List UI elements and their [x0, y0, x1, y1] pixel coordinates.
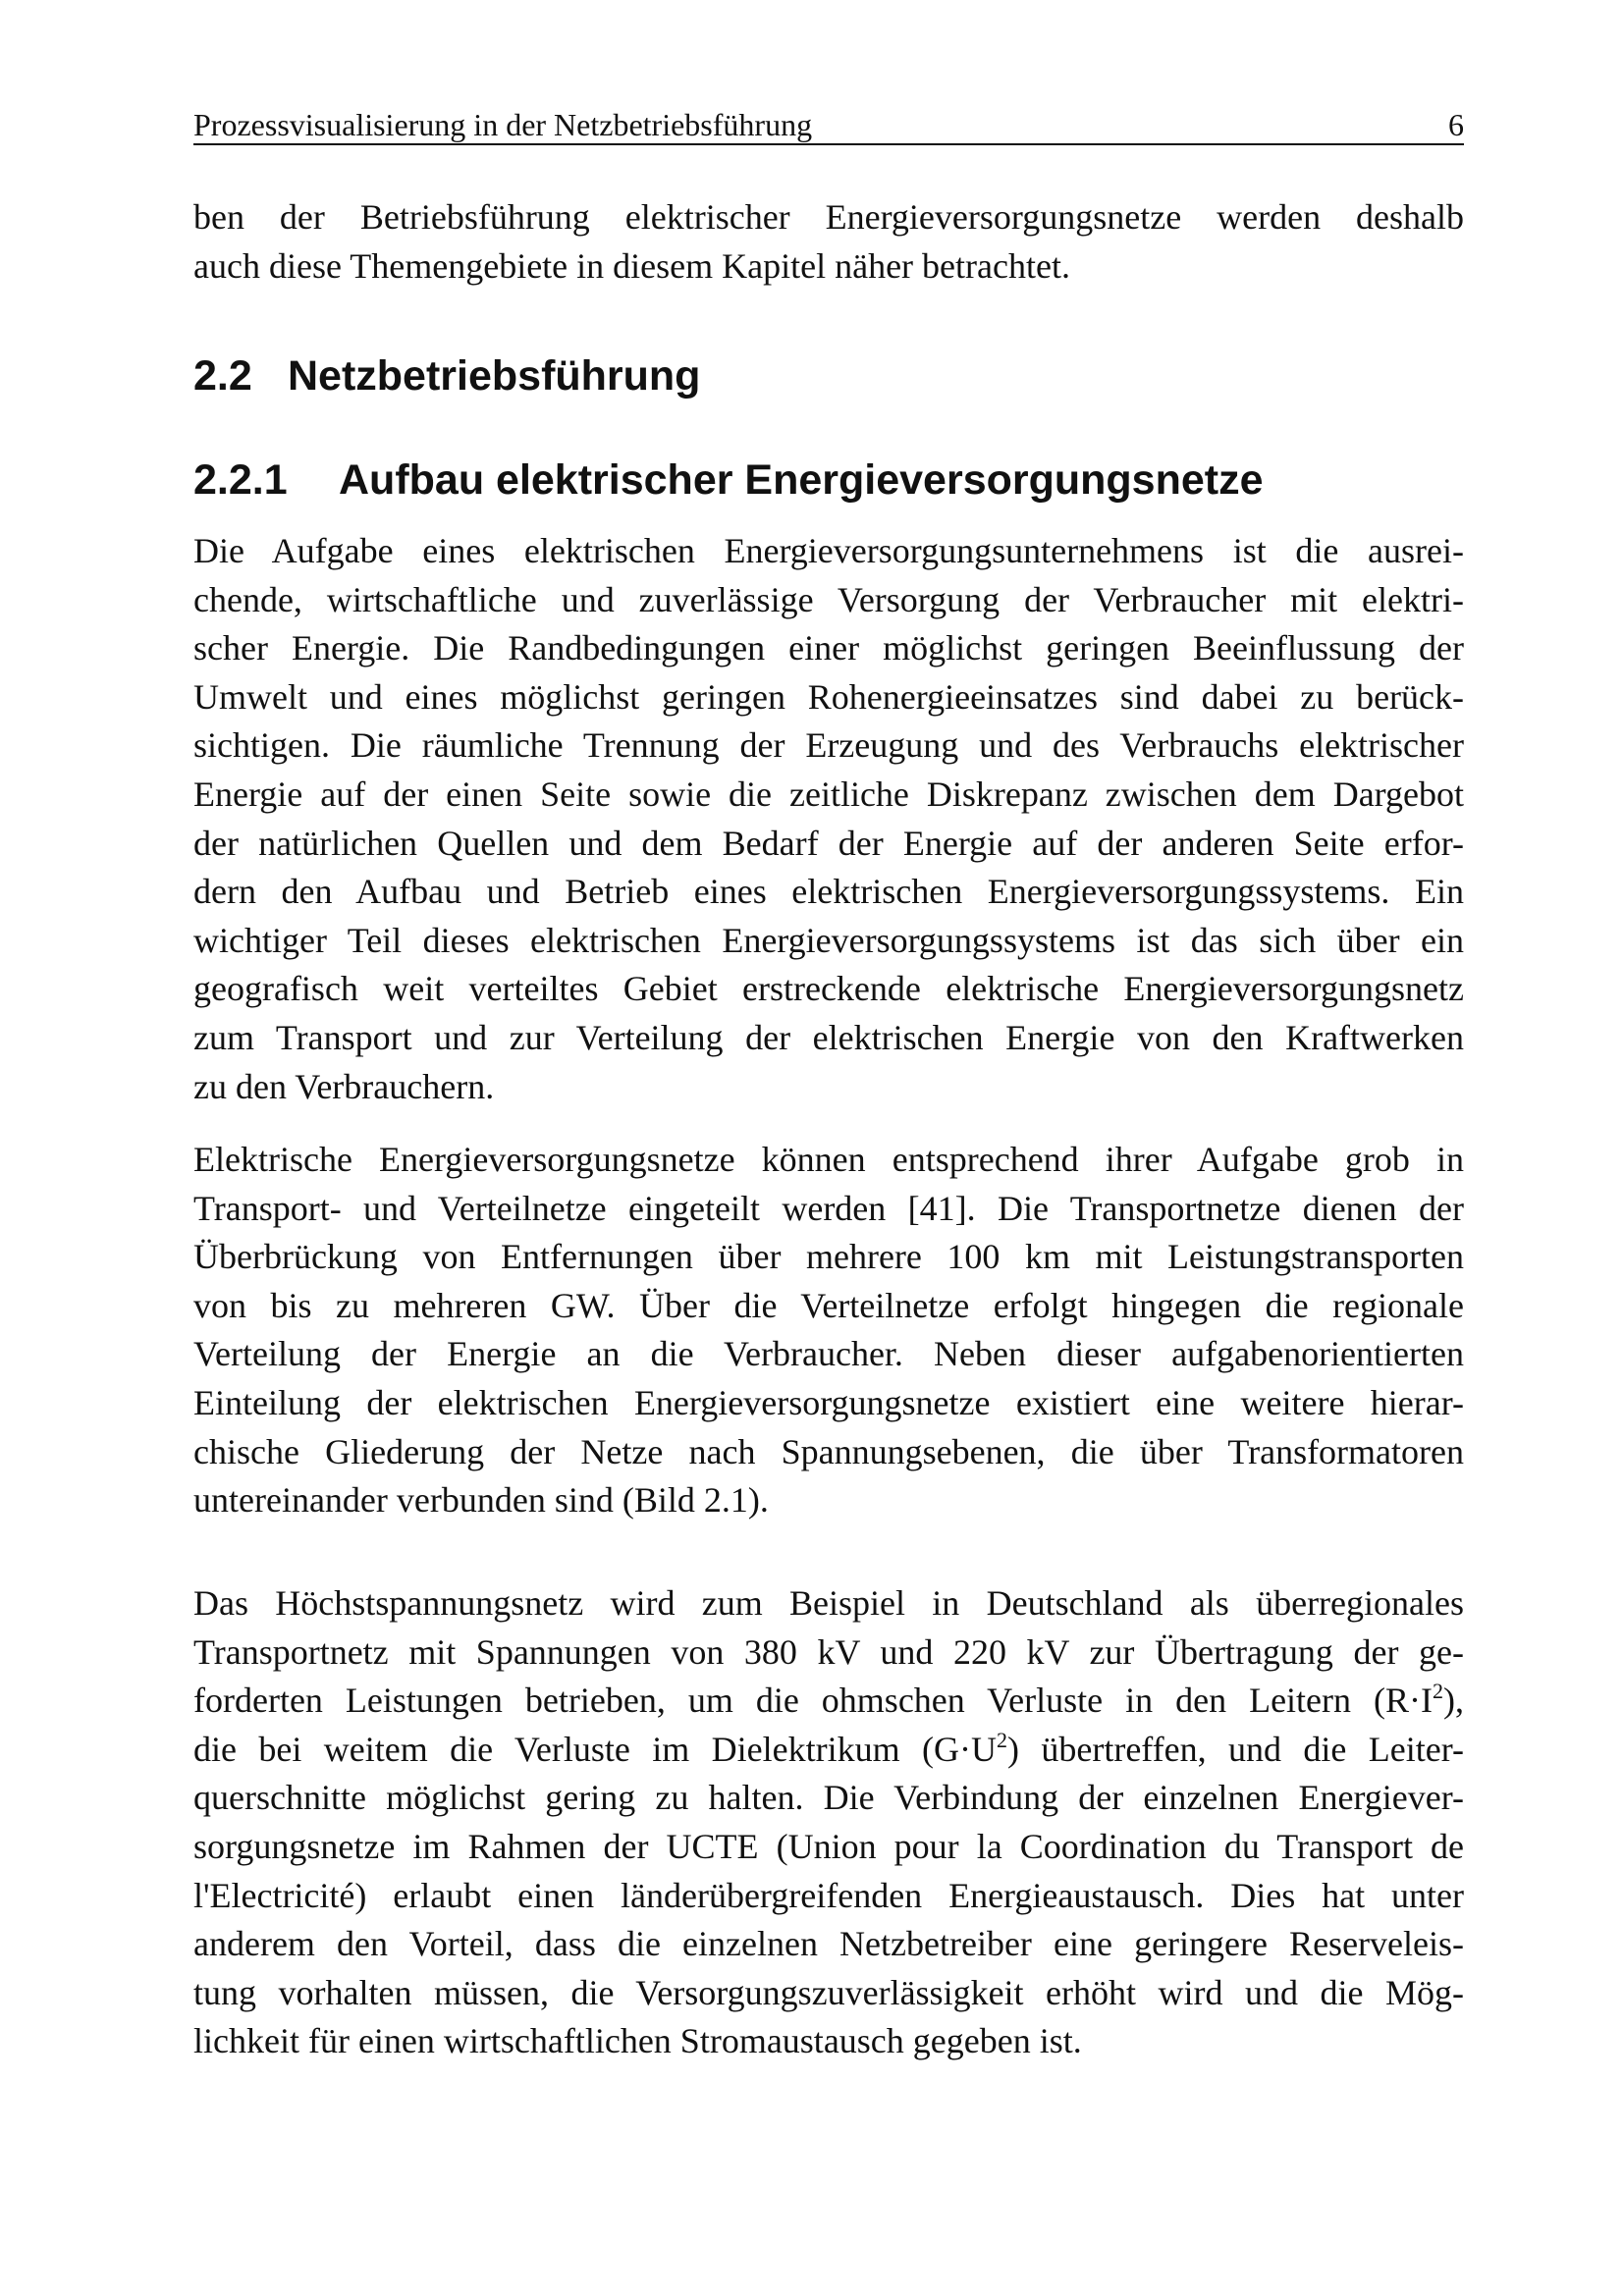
formula-text: ) übertreffen, und die Leiter- — [1006, 1729, 1464, 1769]
formula-text: forderten Leistungen betrieben, um die ohmschen Verluste in den Leitern (R·I — [193, 1681, 1433, 1721]
text-line: querschnitte möglichst gering zu halten. Die Verbindung der einzelnen Energiever- — [193, 1778, 1464, 1818]
text-line: Transportnetz mit Spannungen von 380 kV und 220 kV zur Übertragung der ge- — [193, 1631, 1464, 1672]
text-line: der natürlichen Quellen und dem Bedarf der Energie auf der anderen Seite erfor- — [193, 823, 1464, 863]
body-paragraph-1 — [193, 527, 1464, 1111]
subsection-heading — [193, 454, 1264, 507]
text-line: dern den Aufbau und Betrieb eines elektrischen Energieversorgungssystems. Ein — [193, 872, 1464, 912]
text-line: chende, wirtschaftliche und zuverlässige Versorgung der Verbraucher mit elektri- — [193, 579, 1464, 619]
text-line: zum Transport und zur Verteilung der elektrischen Energie von den Kraftwerken — [193, 1017, 1464, 1057]
text-line: untereinander verbunden sind (Bild 2.1). — [193, 1480, 769, 1521]
text-line: lichkeit für einen wirtschaftlichen Stromaustausch gegeben ist. — [193, 2021, 1082, 2061]
intro-paragraph — [193, 193, 1464, 291]
text-line: Einteilung der elektrischen Energieversorgungsnetze existiert eine weitere hierar- — [193, 1382, 1464, 1422]
superscript: 2 — [1433, 1679, 1443, 1704]
text-line: Überbrückung von Entfernungen über mehrere 100 km mit Leistungstransporten — [193, 1237, 1464, 1277]
text-line: auch diese Themengebiete in diesem Kapitel näher betrachtet. — [193, 245, 1070, 286]
section-title: Netzbetriebsführung — [288, 352, 701, 400]
body-paragraph-2 — [193, 1136, 1464, 1525]
text-line: l'Electricité) erlaubt einen länderübergreifenden Energieaustausch. Dies hat unter — [193, 1875, 1464, 1915]
section-heading — [193, 349, 700, 402]
text-line: chische Gliederung der Netze nach Spannungsebenen, die über Transformatoren — [193, 1431, 1464, 1471]
subsection-number: 2.2.1 — [193, 456, 288, 504]
section-number: 2.2 — [193, 352, 252, 400]
text-line: sichtigen. Die räumliche Trennung der Erzeugung und des Verbrauchs elektrischer — [193, 725, 1464, 766]
text-line-with-formula — [193, 1677, 1464, 1726]
text-line: Das Höchstspannungsnetz wird zum Beispiel in Deutschland als überregionales — [193, 1583, 1464, 1623]
superscript: 2 — [996, 1727, 1007, 1752]
text-line: tung vorhalten müssen, die Versorgungszuverlässigkeit erhöht wird und die Mög- — [193, 1972, 1464, 2012]
text-line: anderem den Vorteil, dass die einzelnen Netzbetreiber eine geringere Reserveleis- — [193, 1924, 1464, 1964]
text-line: Elektrische Energieversorgungsnetze können entsprechend ihrer Aufgabe grob in — [193, 1140, 1464, 1179]
text-line: Energie auf der einen Seite sowie die zeitliche Diskrepanz zwischen dem Dargebot — [193, 774, 1464, 814]
text-line: ben der Betriebsführung elektrischer Energieversorgungsnetze werden deshalb — [193, 197, 1464, 237]
text-line-with-formula — [193, 1726, 1464, 1775]
body-paragraph-3 — [193, 1579, 1464, 2066]
text-line: Die Aufgabe eines elektrischen Energieversorgungsunternehmens ist die ausrei- — [193, 531, 1464, 570]
formula-text: ), — [1443, 1681, 1464, 1721]
text-line: scher Energie. Die Randbedingungen einer möglichst geringen Beeinflussung der — [193, 628, 1464, 668]
text-line: geografisch weit verteiltes Gebiet erstreckende elektrische Energieversorgungsnetz — [193, 969, 1464, 1009]
text-line: von bis zu mehreren GW. Über die Verteilnetze erfolgt hingegen die regionale — [193, 1285, 1464, 1325]
text-line: zu den Verbrauchern. — [193, 1066, 495, 1106]
text-line: wichtiger Teil dieses elektrischen Energieversorgungssystems ist das sich über ein — [193, 920, 1464, 960]
page-number: 6 — [1448, 107, 1464, 142]
text-line: Verteilung der Energie an die Verbraucher. Neben dieser aufgabenorientierten — [193, 1334, 1464, 1374]
subsection-title: Aufbau elektrischer Energieversorgungsnetze — [339, 456, 1264, 504]
text-line: sorgungsnetze im Rahmen der UCTE (Union pour la Coordination du Transport de — [193, 1826, 1464, 1866]
text-line: Transport- und Verteilnetze eingeteilt werden [41]. Die Transportnetze dienen der — [193, 1188, 1464, 1228]
running-header-title: Prozessvisualisierung in der Netzbetriebsführung — [193, 107, 813, 142]
running-header — [193, 106, 1464, 145]
formula-text: die bei weitem die Verluste im Dielektrikum (G·U — [193, 1729, 997, 1769]
text-line: Umwelt und eines möglichst geringen Rohenergieeinsatzes sind dabei zu berück- — [193, 676, 1464, 717]
